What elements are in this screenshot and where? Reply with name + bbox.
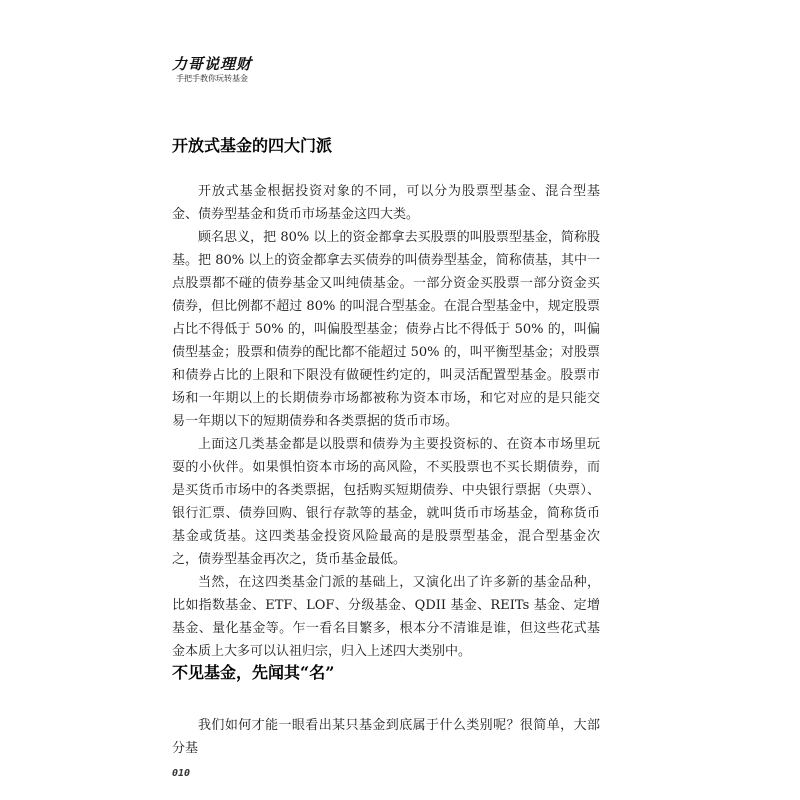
- logo-title: 力哥说理财: [172, 55, 253, 73]
- section-body-fund-name: [172, 714, 600, 760]
- section-heading-fund-name: 不见基金，先闻其“名”: [172, 663, 335, 682]
- paragraph: 我们如何才能一眼看出某只基金到底属于什么类别呢？很简单，大部分基: [172, 718, 600, 756]
- paragraph: 上面这几类基金都是以股票和债券为主要投资标的、在资本市场里玩耍的小伙伴。如果惧怕资本市场的高风险，不买股票也不买长期债券，而是买货币市场中的各类票据，包括购买短期债券、中央银行票据（央票）、银行汇票、债券回购、银行存款等的基金，就叫货币市场基金，简称货币基金或货基。这四类基金投资风险最高的是股票型基金，混合型基金次之，债券型基金再次之，货币基金最低。: [172, 437, 600, 567]
- logo-subtitle: 手把手教你玩转基金: [176, 74, 248, 83]
- page-number: 010: [172, 768, 191, 779]
- book-header-logo: [172, 56, 252, 84]
- section-body-four-fund-types: [172, 180, 600, 663]
- paragraph: 开放式基金根据投资对象的不同，可以分为股票型基金、混合型基金、债券型基金和货币市场基金这四大类。: [172, 184, 600, 222]
- paragraph: 顾名思义，把 80% 以上的资金都拿去买股票的叫股票型基金，简称股基。把 80% 以上的资金都拿去买债券的叫债券型基金，简称债基，其中一点股票都不碰的债券基金又叫纯债基金。一部分资金买股票一部分资金买债券，但比例都不超过 80% 的叫混合型基金。在混合型基金中，规定股票占比不得低于 50% 的，叫偏股型基金；债券占比不得低于 50% 的，叫偏债型基金；股票和债券的配比都不能超过 50% 的，叫平衡型基金；对股票和债券占比的上限和下限没有做硬性约定的，叫灵活配置型基金。股票市场和一年期以上的长期债券市场都被称为资本市场，和它对应的是只能交易一年期以下的短期债券和各类票据的货币市场。: [172, 230, 600, 429]
- paragraph: 当然，在这四类基金门派的基础上，又演化出了许多新的基金品种，比如指数基金、ETF、LOF、分级基金、QDII 基金、REITs 基金、定增基金、量化基金等。乍一看名目繁多，根本分不清谁是谁，但这些花式基金本质上大多可以认祖归宗，归入上述四大类别中。: [172, 575, 600, 659]
- section-heading-four-fund-types: 开放式基金的四大门派: [172, 136, 333, 155]
